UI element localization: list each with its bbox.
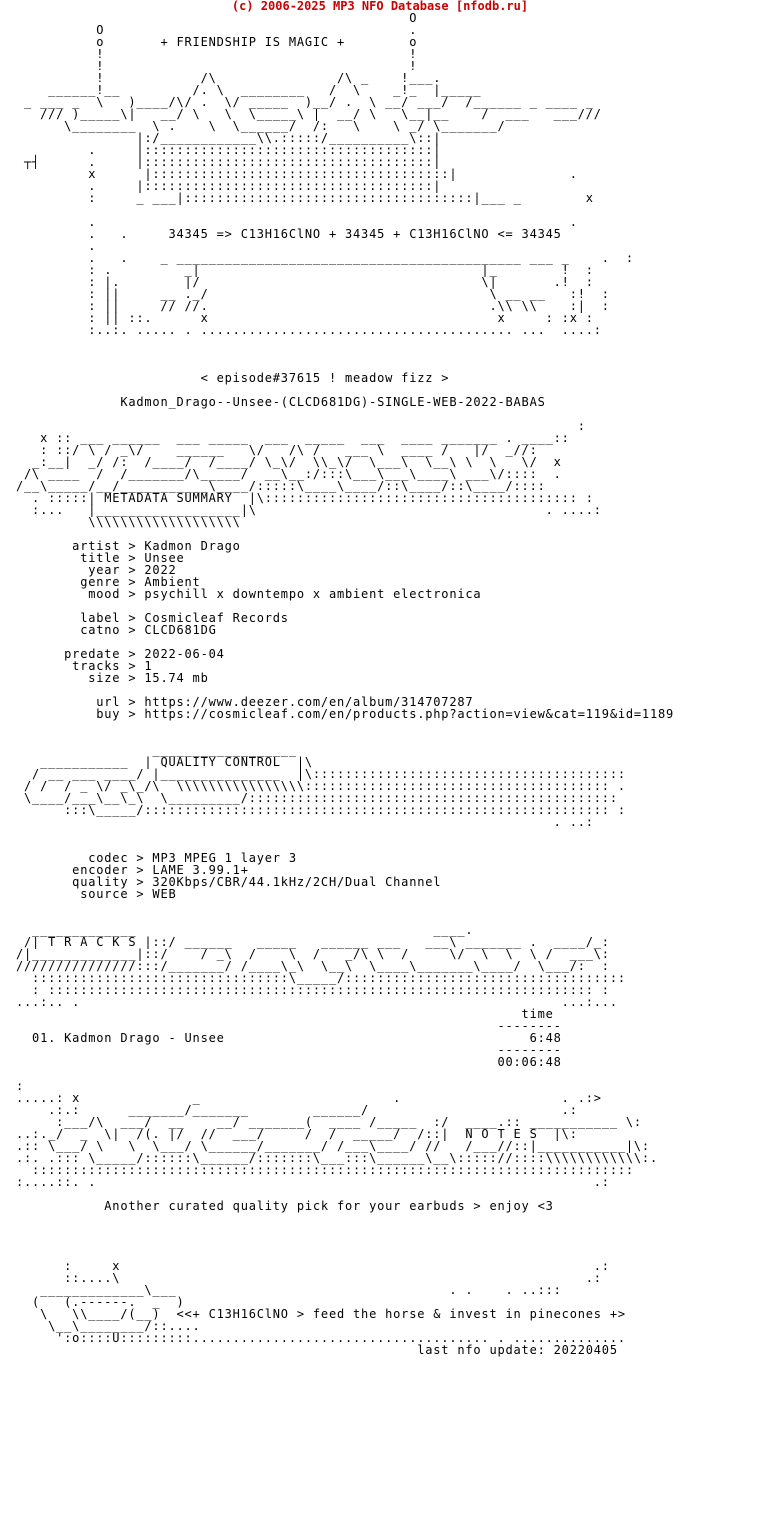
nfo-text: O O . o + FRIENDSHIP IS MAGIC + o ! ! ! ! ! /\ /\ _ !___. ______!__ /. \ ________ / \ _!_ |_____ _ ___ _ \ )____/\/ . \/ _____ )__/ . \ __/ ___/ /______ _ ____ _ /// )_____\| __/ \ \ \_____\ | __/ \ \__|__ / ___ ___/// \________ \ . \ \______/ /: \ \ _/ \_______/ |:/____________\\.:::::/__________\::| . |::::::::::::::::::::::::::::::::::::| ┬┤ . |::::::::::::::::::::::::::::::::::::| x |:::::::::::::::::::::::::::::::::::::| . . |::::::::::::::::::::::::::::::::::::| : _ ___|::::::::::::::::::::::::::::::::::::|___ _ x . . . . 34345 => C13H16ClNO + 34345 + C13H16ClNO <= 34345 . . . _ ___________________________________________ ___ _ . : : . _| |_ ! : : |. |/ \| .! : : || __ ._/ \ __ __ :! : : || // //. .\\ \\ :| : : || ::. x x : :x : :..:. ..... . ....................................... ... ....: < episode#37615 ! meadow fizz > Kadmon_Drago--Unsee-(CLCD681DG)-SINGLE-WEB-2022-BABAS : x :: ___ ______ ___ _____ ___ _____ ___ ____ _______ . ____:: : ::/ \ / _\/ ______ \/ /\ / ___ \ ____ / |/ _//: _:__| _/ /: /____/ /____/ \_\/ \\_\/ \___\ \__\ \ \ \/ x /\ ____ / /_______/\_____/ __\__:/:::\___\___\____\ ___\/:::: . /__\_____/__/___________\____/:::::\____\____/::\____/::\____/:::: . :::::| METADATA SUMMARY |\::::::::::::::::::::::::::::::::::::::: : :... |__________________|\ . ....: \\\\\\\\\\\\\\\\\\\ artist > Kadmon Drago title > Unsee year > 2022 genre > Ambient mood > psychill x downtempo x ambient electronica label > Cosmicleaf Records catno > CLCD681DG predate > 2022-06-04 tracks > 1 size > 15.74 mb url > https://www.deezer.com/en/album/314707287 buy > https://cosmicleaf.com/en/products.php?action=view&cat=119&id=1189 __________________ ___________ | QUALITY CONTROL |\ / __ ___ ____/ |_______________ |\::::::::::::::::::::::::::::::::::::::: / / / _ \/ _\_/\ \\\\\\\\\\\\\\\\:::::::::::::::::::::::::::::::::::::: . \____/___\__\_\ \_________/:::::::::::::::::::::::::::::::::::::::::::::: :::\_____/:::::::::::::::::::::::::::::::::::::::::::::::::::::::::: : . ..: codec > MP3 MPEG 1 layer 3 encoder > LAME 3.99.1+ quality > 320Kbps/CBR/44.1kHz/2CH/Dual Channel source > WEB _____________ ____. /| T R A C K S |::/ ______ _____ ______ ___ ___\ _______ . ____/_: /|_____________|::/ / _\ / \ / _/\ \ / \/ \ \ \ / ___\: ///////////////:::/_______/ /____\_\ \__\ \____\_______\____/ \___/: : ::::::::::::::::::::::::::::::::\_____/::::::::::::::::::::::::::::::::::: : :::::::::::::::::::::::::::::::::::::::::::::::::::::::::::::::::::: : ...:.. . ...:... time -------- 01. Kadmon Drago - Unsee 6:48 -------- 00:06:48 : .....: x _ . . .:> .:.: _______/_______ ______/ .: :___/\ ___/ __ __/ _______( ____ /_____ :/ ____.:: ___________ \: ..:._/ _ \| /(. |/ // ___/ / / _____/ /::| N O T E S |\: .:: \___/ \ \ \___/ \______/_______/ /___\____/ // /___//::|___________|\: .:. .::: \_____/::::::\______/:::::::\___:::\______\__\::::://::::\\\\\\\\\\\\:. ::::::::::::::::::::::::::::::::::::::::::::::::::::::::::::::::::::::::::: :....::. . .: Another curated quality pick for your earbuds > enjoy <3 : x .: ::....\ .: _____________\___ . . . ..::: ( (.------. _ ) \ \\____/(__) <<+ C13H16ClNO > feed the horse & invest in pinecones +> \__\________/::.... ':o::::U:::::::::..................................... . .............. last nfo update: 20220405 — [16, 11, 675, 1357]
page-title: (c) 2006-2025 MP3 NFO Database [nfodb.ru] — [231, 0, 529, 13]
